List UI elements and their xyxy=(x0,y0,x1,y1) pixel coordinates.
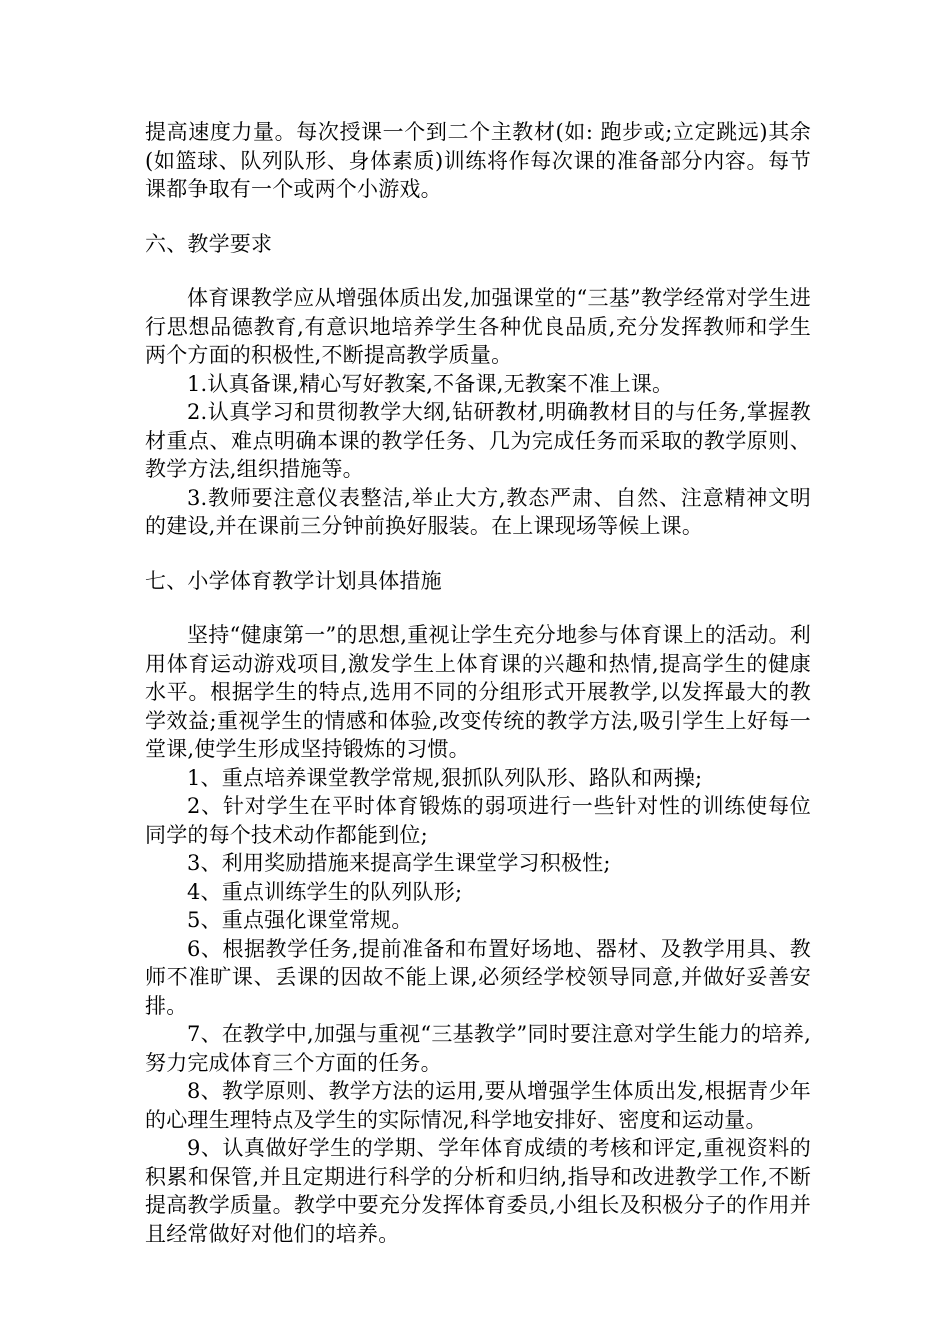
section-6-item-2: 2.认真学习和贯彻教学大纲,钻研教材,明确教材目的与任务,掌握教材重点、难点明确本课的教学任务、几为完成任务而采取的教学原则、教学方法,组织措施等。 xyxy=(145,400,811,481)
section-6-item-3: 3.教师要注意仪表整洁,举止大方,教态严肃、自然、注意精神文明的建设,并在课前三分钟前换好服装。在上课现场等候上课。 xyxy=(145,485,811,538)
intro-paragraph: 提高速度力量。每次授课一个到二个主教材(如: 跑步或;立定跳远)其余(如篮球、队列队形、身体素质)训练将作每次课的准备部分内容。每节课都争取有一个或两个小游戏。 xyxy=(145,120,811,201)
section-6-item-1: 1.认真备课,精心写好教案,不备课,无教案不准上课。 xyxy=(187,371,674,396)
section-6-body xyxy=(145,284,811,541)
section-7-item-4: 4、重点训练学生的队列队形; xyxy=(187,879,463,904)
section-7-item-1: 1、重点培养课堂教学常规,狠抓队列队形、路队和两操; xyxy=(187,765,703,790)
section-7-item-2: 2、针对学生在平时体育锻炼的弱项进行一些针对性的训练使每位同学的每个技术动作都能到位; xyxy=(145,794,811,847)
section-6-heading: 六、教学要求 xyxy=(145,231,273,256)
document-page xyxy=(145,118,811,1248)
section-7-item-9: 9、认真做好学生的学期、学年体育成绩的考核和评定,重视资料的积累和保管,并且定期进行科学的分析和归纳,指导和改进教学工作,不断提高教学质量。教学中要充分发挥体育委员,小组长及积极分子的作用并且经常做好对他们的培养。 xyxy=(145,1136,811,1246)
section-6-paragraph: 体育课教学应从增强体质出发,加强课堂的“三基”教学经常对学生进行思想品德教育,有意识地培养学生各种优良品质,充分发挥教师和学生两个方面的积极性,不断提高教学质量。 xyxy=(145,286,811,367)
section-7-item-3: 3、利用奖励措施来提高学生课堂学习积极性; xyxy=(187,851,611,875)
section-7-heading: 七、小学体育教学计划具体措施 xyxy=(145,568,442,593)
section-7-body xyxy=(145,621,811,1248)
section-7-item-8: 8、教学原则、教学方法的运用,要从增强学生体质出发,根据青少年的心理生理特点及学生的实际情况,科学地安排好、密度和运动量。 xyxy=(145,1079,811,1132)
section-7-paragraph: 坚持“健康第一”的思想,重视让学生充分地参与体育课上的活动。利用体育运动游戏项目,激发学生上体育课的兴趣和热情,提高学生的健康水平。根据学生的特点,选用不同的分组形式开展教学,以发挥最大的教学效益;重视学生的情感和体验,改变传统的教学方法,吸引学生上好每一堂课,使学生形成坚持锻炼的习惯。 xyxy=(145,623,811,761)
section-7-item-7: 7、在教学中,加强与重视“三基教学”同时要注意对学生能力的培养,努力完成体育三个方面的任务。 xyxy=(145,1022,811,1075)
section-7-item-6: 6、根据教学任务,提前准备和布置好场地、器材、及教学用具、教师不准旷课、丢课的因故不能上课,必须经学校领导同意,并做好妥善安排。 xyxy=(145,936,811,1018)
section-7-item-5: 5、重点强化课堂常规。 xyxy=(187,908,413,932)
